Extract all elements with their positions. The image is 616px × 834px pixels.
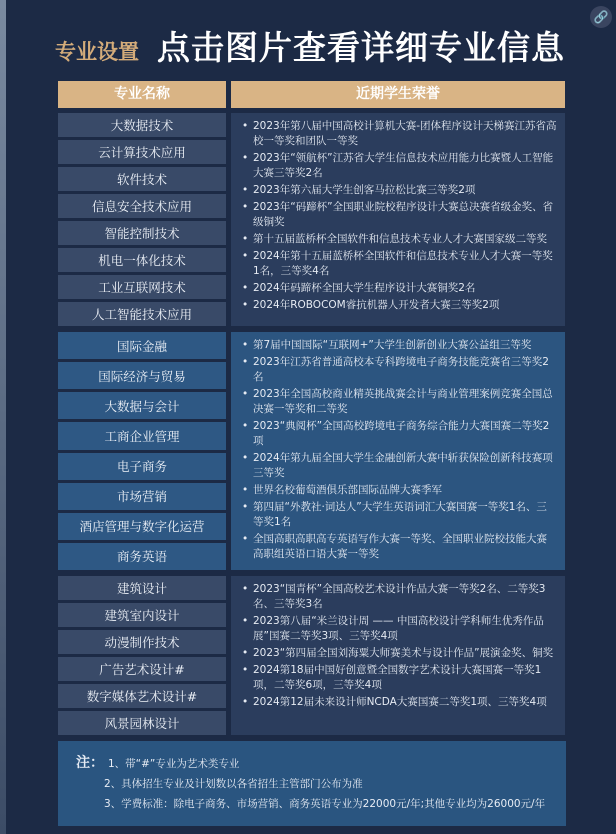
honor-item: • 2024年第九届全国大学生金融创新大赛中斩获保险创新科技赛项三等奖	[241, 451, 557, 481]
honor-item: • 2024第12届未来设计师NCDA大赛国赛二等奖1项、三等奖4项	[241, 695, 557, 710]
honor-item: • 2023年“领航杯”江苏省大学生信息技术应用能力比赛暨人工智能大赛三等奖2名	[241, 151, 557, 181]
notes-label: 注：	[76, 755, 104, 771]
honors-panel	[231, 332, 565, 570]
honor-item: • 2023“国青杯”全国高校艺术设计作品大赛一等奖2名、二等奖3名、三等奖3名	[241, 582, 557, 612]
honor-item: • 第十五届蓝桥杯全国软件和信息技术专业人才大赛国家级二等奖	[241, 232, 557, 247]
major-group-row	[58, 576, 565, 735]
honor-item: • 世界名校葡萄酒俱乐部国际品牌大赛季军	[241, 483, 557, 498]
major-cell[interactable]: 大数据技术	[58, 113, 226, 137]
honor-item: • 2024第18届中国好创意暨全国数字艺术设计大赛国赛一等奖1项，二等奖6项，三等奖4项	[241, 663, 557, 693]
honor-item: • 2023年第八届中国高校计算机大赛-团体程序设计天梯赛江苏省高校一等奖和团队一等奖	[241, 119, 557, 149]
honor-item: • 2023第八届“米兰设计周 —— 中国高校设计学科师生优秀作品展”国赛二等奖3项、三等奖4项	[241, 614, 557, 644]
major-group	[58, 113, 226, 326]
major-cell[interactable]: 国际经济与贸易	[58, 362, 226, 389]
honor-item: • 2024年第十五届蓝桥杯全国软件和信息技术专业人才大赛一等奖1名，三等奖4名	[241, 249, 557, 279]
major-cell[interactable]: 大数据与会计	[58, 392, 226, 419]
honor-item: • 2023年“码蹄杯”全国职业院校程序设计大赛总决赛省级金奖、省级铜奖	[241, 200, 557, 230]
major-cell[interactable]: 建筑设计	[58, 576, 226, 600]
major-cell[interactable]: 云计算技术应用	[58, 140, 226, 164]
major-cell[interactable]: 国际金融	[58, 332, 226, 359]
major-cell[interactable]: 电子商务	[58, 453, 226, 480]
major-group	[58, 332, 226, 570]
major-cell[interactable]: 人工智能技术应用	[58, 302, 226, 326]
honors-panel	[231, 576, 565, 735]
left-edge	[0, 0, 6, 834]
major-group-row	[58, 332, 565, 570]
major-cell[interactable]: 广告艺术设计#	[58, 657, 226, 681]
notes-panel	[58, 741, 566, 826]
note-item: 1、带“#”专业为艺术类专业	[108, 758, 240, 770]
major-cell[interactable]: 机电一体化技术	[58, 248, 226, 272]
major-cell[interactable]: 动漫制作技术	[58, 630, 226, 654]
honor-item: • 2023年第六届大学生创客马拉松比赛三等奖2项	[241, 183, 557, 198]
major-cell[interactable]: 智能控制技术	[58, 221, 226, 245]
honors-panel	[231, 113, 565, 326]
major-cell[interactable]: 酒店管理与数字化运营	[58, 513, 226, 540]
honor-item: • 2023“典阅杯”全国高校跨境电子商务综合能力大赛国赛二等奖2项	[241, 419, 557, 449]
page-title[interactable]: 点击图片查看详细专业信息	[157, 28, 565, 67]
note-item: 3、学费标准：除电子商务、市场营销、商务英语专业为22000元/年;其他专业均为26000元/年	[104, 798, 546, 810]
honor-item: • 第四届“外教社·词达人”大学生英语词汇大赛国赛一等奖1名、三等奖1名	[241, 500, 557, 530]
honor-item: • 2023年全国高校商业精英挑战赛会计与商业管理案例竞赛全国总决赛一等奖和二等奖	[241, 387, 557, 417]
major-cell[interactable]: 数字媒体艺术设计#	[58, 684, 226, 708]
honor-item: • 2024年码蹄杯全国大学生程序设计大赛铜奖2名	[241, 281, 557, 296]
major-cell[interactable]: 建筑室内设计	[58, 603, 226, 627]
honor-item: • 2023“第四届全国刘海粟大师赛美术与设计作品”展演金奖、铜奖	[241, 646, 557, 661]
column-header-major: 专业名称	[58, 81, 226, 108]
column-header-honors: 近期学生荣誉	[231, 81, 565, 108]
major-cell[interactable]: 商务英语	[58, 543, 226, 570]
major-cell[interactable]: 信息安全技术应用	[58, 194, 226, 218]
major-cell[interactable]: 风景园林设计	[58, 711, 226, 735]
note-item: 2、具体招生专业及计划数以各省招生主管部门公布为准	[104, 778, 363, 790]
honor-item: • 全国高职高职高专英语写作大赛一等奖、全国职业院校技能大赛高职组英语口语大赛一等奖	[241, 532, 557, 562]
honor-item: • 第7届中国国际“互联网+”大学生创新创业大赛公益组三等奖	[241, 338, 557, 353]
major-group-row	[58, 113, 565, 326]
section-subtitle: 专业设置	[55, 40, 139, 64]
major-cell[interactable]: 软件技术	[58, 167, 226, 191]
major-cell[interactable]: 市场营销	[58, 483, 226, 510]
major-cell[interactable]: 工业互联网技术	[58, 275, 226, 299]
link-icon[interactable]: 🔗	[590, 6, 612, 28]
major-cell[interactable]: 工商企业管理	[58, 422, 226, 449]
honor-item: • 2023年江苏省普通高校本专科跨境电子商务技能竞赛省三等奖2名	[241, 355, 557, 385]
honor-item: • 2024年ROBOCOM睿抗机器人开发者大赛三等奖2项	[241, 298, 557, 313]
majors-table	[58, 0, 565, 834]
major-group	[58, 576, 226, 735]
